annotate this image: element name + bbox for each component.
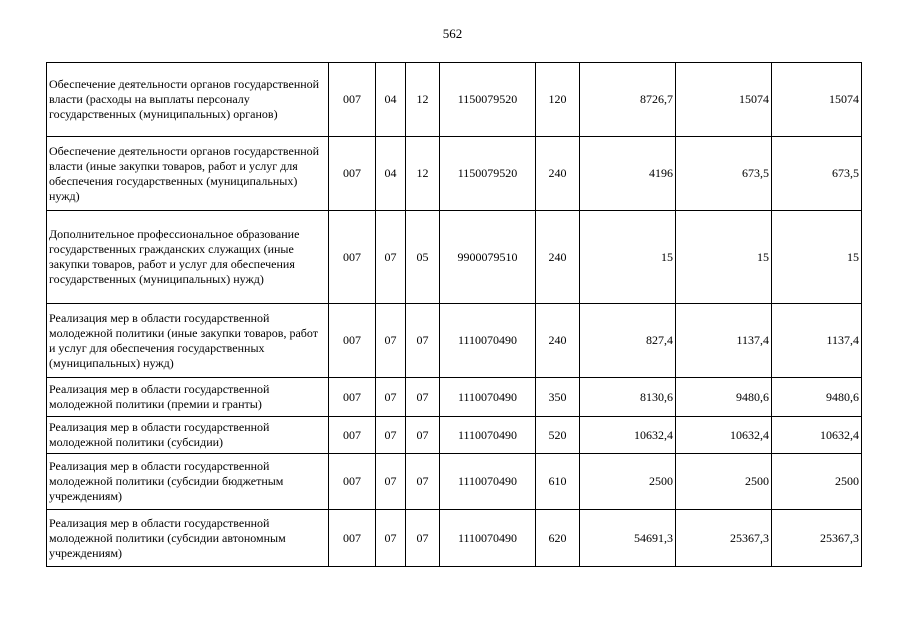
section-code: 07 — [376, 304, 406, 378]
amount-3: 9480,6 — [772, 378, 862, 417]
amount-1: 8726,7 — [580, 63, 676, 137]
subsection-code: 12 — [406, 137, 440, 211]
ministry-code: 007 — [329, 510, 376, 567]
page-number: 562 — [442, 26, 463, 41]
amount-3: 2500 — [772, 454, 862, 510]
subsection-code: 07 — [406, 304, 440, 378]
target-article-code: 9900079510 — [440, 211, 536, 304]
row-description: Реализация мер в области государственной молодежной политики (субсидии бюджетным учреждениям) — [47, 454, 329, 510]
subsection-code: 07 — [406, 454, 440, 510]
table-row — [47, 454, 862, 510]
row-description: Реализация мер в области государственной молодежной политики (премии и гранты) — [47, 378, 329, 417]
expense-type-code: 620 — [536, 510, 580, 567]
row-description: Дополнительное профессиональное образование государственных гражданских служащих (иные закупки товаров, работ и услуг для обеспечения государственных (муниципальных) нужд) — [47, 211, 329, 304]
section-code: 04 — [376, 137, 406, 211]
target-article-code: 1150079520 — [440, 137, 536, 211]
amount-2: 15074 — [676, 63, 772, 137]
table-row — [47, 304, 862, 378]
amount-1: 54691,3 — [580, 510, 676, 567]
table-row — [47, 417, 862, 454]
section-code: 07 — [376, 510, 406, 567]
target-article-code: 1110070490 — [440, 417, 536, 454]
amount-2: 15 — [676, 211, 772, 304]
table-row — [47, 211, 862, 304]
amount-1: 8130,6 — [580, 378, 676, 417]
expense-type-code: 520 — [536, 417, 580, 454]
row-description: Реализация мер в области государственной молодежной политики (субсидии автономным учреждениям) — [47, 510, 329, 567]
expense-type-code: 610 — [536, 454, 580, 510]
section-code: 04 — [376, 63, 406, 137]
target-article-code: 1150079520 — [440, 63, 536, 137]
ministry-code: 007 — [329, 378, 376, 417]
amount-3: 1137,4 — [772, 304, 862, 378]
ministry-code: 007 — [329, 417, 376, 454]
ministry-code: 007 — [329, 137, 376, 211]
row-description: Реализация мер в области государственной молодежной политики (иные закупки товаров, работ и услуг для обеспечения государственных (муниципальных) нужд) — [47, 304, 329, 378]
target-article-code: 1110070490 — [440, 454, 536, 510]
amount-3: 15 — [772, 211, 862, 304]
section-code: 07 — [376, 417, 406, 454]
section-code: 07 — [376, 211, 406, 304]
table-row — [47, 63, 862, 137]
target-article-code: 1110070490 — [440, 378, 536, 417]
amount-2: 9480,6 — [676, 378, 772, 417]
target-article-code: 1110070490 — [440, 304, 536, 378]
subsection-code: 07 — [406, 417, 440, 454]
amount-1: 827,4 — [580, 304, 676, 378]
row-description: Обеспечение деятельности органов государственной власти (расходы на выплаты персоналу государственных (муниципальных) органов) — [47, 63, 329, 137]
expense-type-code: 240 — [536, 137, 580, 211]
ministry-code: 007 — [329, 454, 376, 510]
row-description: Реализация мер в области государственной молодежной политики (субсидии) — [47, 417, 329, 454]
expense-type-code: 120 — [536, 63, 580, 137]
expense-type-code: 240 — [536, 304, 580, 378]
amount-3: 10632,4 — [772, 417, 862, 454]
target-article-code: 1110070490 — [440, 510, 536, 567]
table-row — [47, 510, 862, 567]
amount-2: 1137,4 — [676, 304, 772, 378]
amount-1: 15 — [580, 211, 676, 304]
amount-3: 673,5 — [772, 137, 862, 211]
amount-1: 2500 — [580, 454, 676, 510]
ministry-code: 007 — [329, 211, 376, 304]
amount-3: 25367,3 — [772, 510, 862, 567]
amount-2: 673,5 — [676, 137, 772, 211]
subsection-code: 12 — [406, 63, 440, 137]
amount-1: 10632,4 — [580, 417, 676, 454]
amount-3: 15074 — [772, 63, 862, 137]
ministry-code: 007 — [329, 304, 376, 378]
section-code: 07 — [376, 378, 406, 417]
table-row — [47, 137, 862, 211]
amount-2: 2500 — [676, 454, 772, 510]
amount-2: 25367,3 — [676, 510, 772, 567]
row-description: Обеспечение деятельности органов государственной власти (иные закупки товаров, работ и услуг для обеспечения государственных (муниципальных) нужд) — [47, 137, 329, 211]
table-row — [47, 378, 862, 417]
expense-type-code: 240 — [536, 211, 580, 304]
amount-2: 10632,4 — [676, 417, 772, 454]
subsection-code: 07 — [406, 378, 440, 417]
subsection-code: 05 — [406, 211, 440, 304]
section-code: 07 — [376, 454, 406, 510]
budget-table — [46, 62, 862, 567]
subsection-code: 07 — [406, 510, 440, 567]
expense-type-code: 350 — [536, 378, 580, 417]
ministry-code: 007 — [329, 63, 376, 137]
amount-1: 4196 — [580, 137, 676, 211]
